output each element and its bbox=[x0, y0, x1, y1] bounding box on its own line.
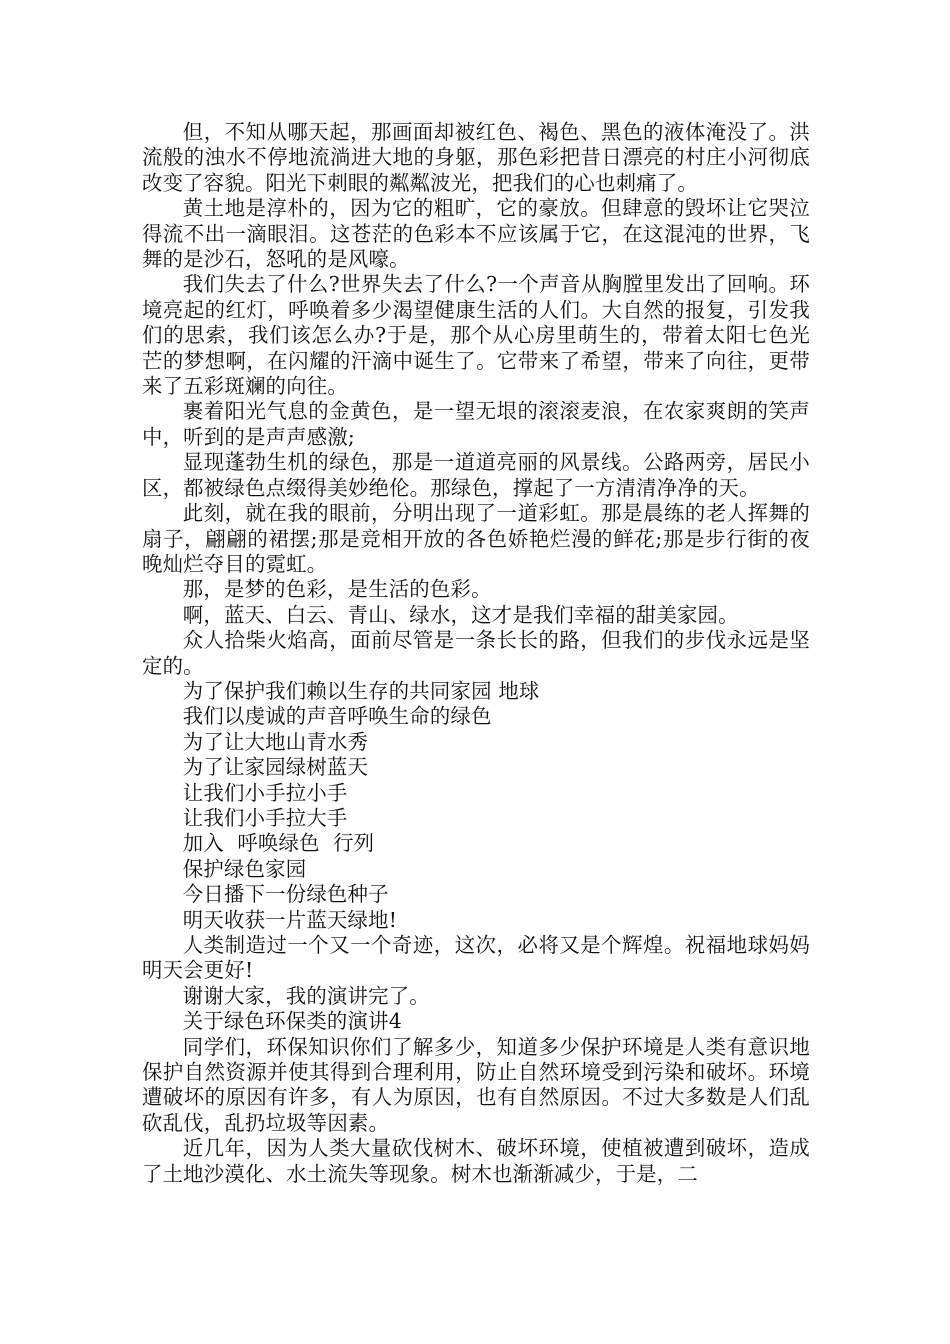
paragraph: 黄土地是淳朴的，因为它的粗旷，它的豪放。但肆意的毁坏让它哭泣得流不出一滴眼泪。这苍茫的色彩本不应该属于它，在这混沌的世界，飞舞的是沙石，怒吼的是风嚎。 bbox=[142, 196, 810, 272]
poem-line: 明天收获一片蓝天绿地! bbox=[182, 907, 398, 932]
poem-line: 我们以虔诚的声音呼唤生命的绿色 bbox=[182, 704, 492, 729]
paragraph: 谢谢大家，我的演讲完了。 bbox=[182, 983, 430, 1008]
poem-line: 为了让家园绿树蓝天 bbox=[182, 755, 369, 780]
document-body bbox=[142, 120, 810, 1187]
paragraph: 人类制造过一个又一个奇迹，这次，必将又是个辉煌。祝福地球妈妈明天会更好! bbox=[142, 933, 810, 983]
poem-line: 为了保护我们赖以生存的共同家园 地球 bbox=[182, 678, 540, 703]
poem-line: 为了让大地山青水秀 bbox=[182, 729, 369, 754]
poem-line: 加入 呼唤绿色 行列 bbox=[182, 831, 375, 856]
paragraph: 近几年，因为人类大量砍伐树木、破坏环境，使植被遭到破坏，造成了土地沙漠化、水土流失等现象。树木也渐渐减少，于是，二 bbox=[142, 1136, 810, 1186]
paragraph: 裹着阳光气息的金黄色，是一望无垠的滚滚麦浪，在农家爽朗的笑声中，听到的是声声感激; bbox=[142, 399, 810, 449]
paragraph: 我们失去了什么?世界失去了什么?一个声音从胸膛里发出了回响。环境亮起的红灯，呼唤着多少渴望健康生活的人们。大自然的报复，引发我们的思索，我们该怎么办?于是，那个从心房里萌生的，带着太阳七色光芒的梦想啊，在闪耀的汗滴中诞生了。它带来了希望，带来了向往，更带来了五彩斑斓的向往。 bbox=[142, 272, 810, 399]
section-heading: 关于绿色环保类的演讲4 bbox=[182, 1009, 402, 1034]
poem-line: 让我们小手拉小手 bbox=[182, 780, 348, 805]
poem-line: 今日播下一份绿色种子 bbox=[182, 882, 389, 907]
paragraph: 众人拾柴火焰高，面前尽管是一条长长的路，但我们的步伐永远是坚定的。 bbox=[142, 628, 810, 678]
poem-line: 让我们小手拉大手 bbox=[182, 805, 348, 830]
paragraph: 那，是梦的色彩，是生活的色彩。 bbox=[182, 577, 492, 602]
poem-line: 保护绿色家园 bbox=[182, 856, 307, 881]
paragraph: 同学们，环保知识你们了解多少，知道多少保护环境是人类有意识地保护自然资源并使其得到合理利用，防止自然环境受到污染和破坏。环境遭破坏的原因有许多，有人为原因，也有自然原因。不过大多数是人们乱砍乱伐，乱扔垃圾等因素。 bbox=[142, 1034, 810, 1135]
paragraph: 但，不知从哪天起，那画面却被红色、褐色、黑色的液体淹没了。洪流般的浊水不停地流淌进大地的身躯，那色彩把昔日漂亮的村庄小河彻底改变了容貌。阳光下刺眼的粼粼波光，把我们的心也刺痛了。 bbox=[142, 120, 810, 195]
paragraph: 显现蓬勃生机的绿色，那是一道道亮丽的风景线。公路两旁，居民小区，都被绿色点缀得美妙绝伦。那绿色，撑起了一方清清净净的天。 bbox=[142, 450, 810, 500]
paragraph: 啊，蓝天、白云、青山、绿水，这才是我们幸福的甜美家园。 bbox=[182, 602, 739, 627]
paragraph: 此刻，就在我的眼前，分明出现了一道彩虹。那是晨练的老人挥舞的扇子，翩翩的裙摆;那是竞相开放的各色娇艳烂漫的鲜花;那是步行街的夜晚灿烂夺目的霓虹。 bbox=[142, 501, 810, 576]
